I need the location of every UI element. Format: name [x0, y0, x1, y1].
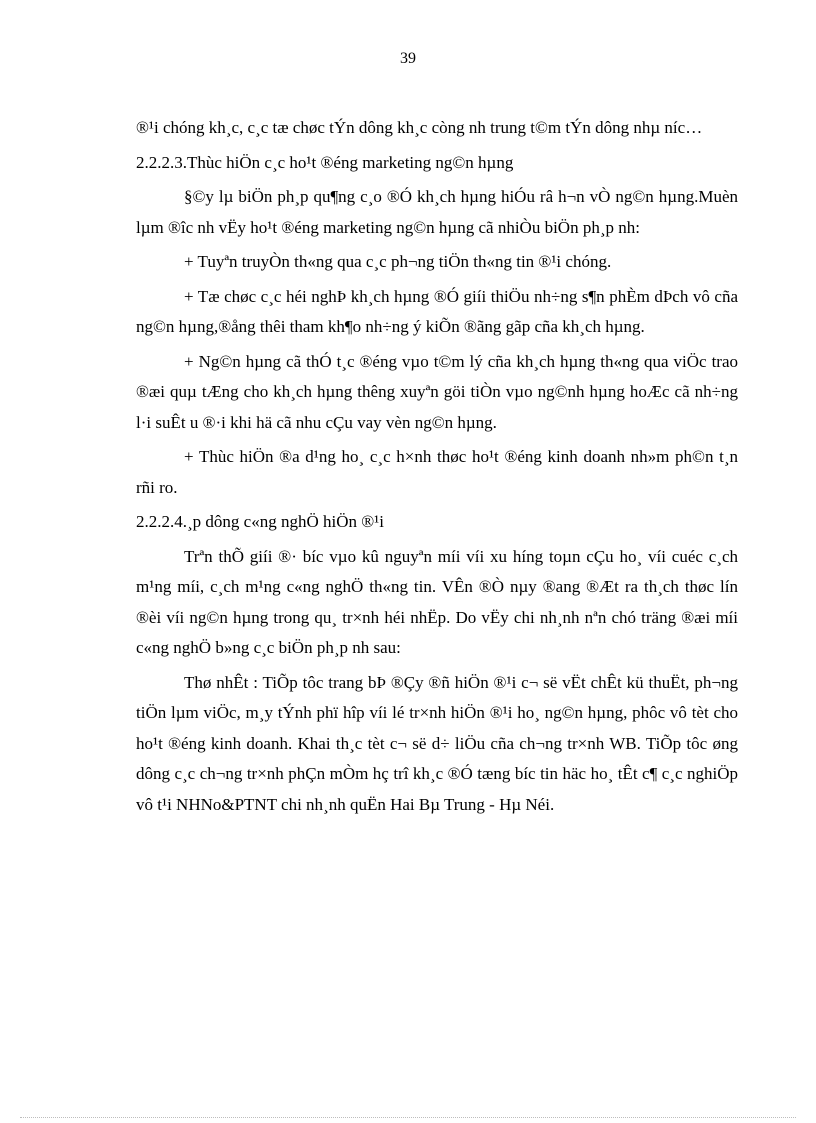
document-body	[136, 113, 738, 824]
paragraph-first-measure: Thø nhÊt : TiÕp tôc trang bÞ ®Çy ®ñ hiÖn ®¹i c¬ së vËt chÊt kü thuËt, ph¬ng tiÖn lµm viÖc, m¸y tÝnh phï hîp víi lé tr×nh hiÖn ®¹i ho¸ ng©n hµng, phôc vô tèt cho ho¹t ®éng kinh doanh. Khai th¸c tèt c¬ së d÷ liÖu cña ch¬ng tr×nh WB. TiÕp tôc øng dông c¸c ch¬ng tr×nh phÇn mÒm hç trî kh¸c ®Ó tæng bíc tin häc ho¸ tÊt c¶ c¸c nghiÖp vô t¹i NHNo&PTNT chi nh¸nh quËn Hai Bµ Trung - Hµ Néi.	[136, 672, 738, 814]
list-item-media: + Tuyªn truyÒn th«ng qua c¸c ph¬ng tiÖn th«ng tin ®¹i chóng.	[184, 252, 612, 271]
list-item-gifts: + Ng©n hµng cã thÓ t¸c ®éng vµo t©m lý cña kh¸ch hµng th«ng qua viÖc trao ®æi quµ tÆng cho kh¸ch hµng thêng xuyªn göi tiÒn vµo ng©nh hµng hoÆc cã nh÷ng l·i suÊt u ®·i khi hä cã nhu cÇu vay vèn ng©n hµng.	[136, 351, 738, 432]
section-heading-2-2-2-4: 2.2.2.4.¸p dông c«ng nghÖ hiÖn ®¹i	[136, 512, 384, 531]
list-item-diversify: + Thùc hiÖn ®a d¹ng ho¸ c¸c h×nh thøc ho¹t ®éng kinh doanh nh»m ph©n t¸n rñi ro.	[136, 447, 738, 497]
paragraph-continuation: ®¹i chóng kh¸c, c¸c tæ chøc tÝn dông kh¸c còng nh trung t©m tÝn dông nhµ níc…	[136, 118, 703, 137]
paragraph-technology-intro: Trªn thÕ giíi ®· bíc vµo kû nguyªn míi víi xu híng toµn cÇu ho¸ víi cuéc c¸ch m¹ng míi, c¸ch m¹ng c«ng nghÖ th«ng tin. VÊn ®Ò nµy ®ang ®Æt ra th¸ch thøc lín ®èi víi ng©n hµng trong qu¸ tr×nh héi nhËp. Do vËy chi nh¸nh nªn chó träng ®æi míi c«ng nghÖ b»ng c¸c biÖn ph¸p nh sau:	[136, 546, 738, 657]
section-heading-2-2-2-3: 2.2.2.3.Thùc hiÖn c¸c ho¹t ®éng marketing ng©n hµng	[136, 152, 514, 172]
page-number: 39	[400, 50, 416, 67]
page-bottom-divider	[20, 1117, 796, 1118]
paragraph-marketing-intro: §©y lµ biÖn ph¸p qu¶ng c¸o ®Ó kh¸ch hµng hiÓu râ h¬n vÒ ng©n hµng.Muèn lµm ®îc nh vËy ho¹t ®éng marketing ng©n hµng cã nhiÒu biÖn ph¸p nh:	[136, 187, 738, 237]
list-item-conferences: + Tæ chøc c¸c héi nghÞ kh¸ch hµng ®Ó giíi thiÖu nh÷ng s¶n phÈm dÞch vô cña ng©n hµng,®ång thêi tham kh¶o nh÷ng ý kiÕn ®ãng gãp cña kh¸ch hµng.	[136, 286, 738, 336]
